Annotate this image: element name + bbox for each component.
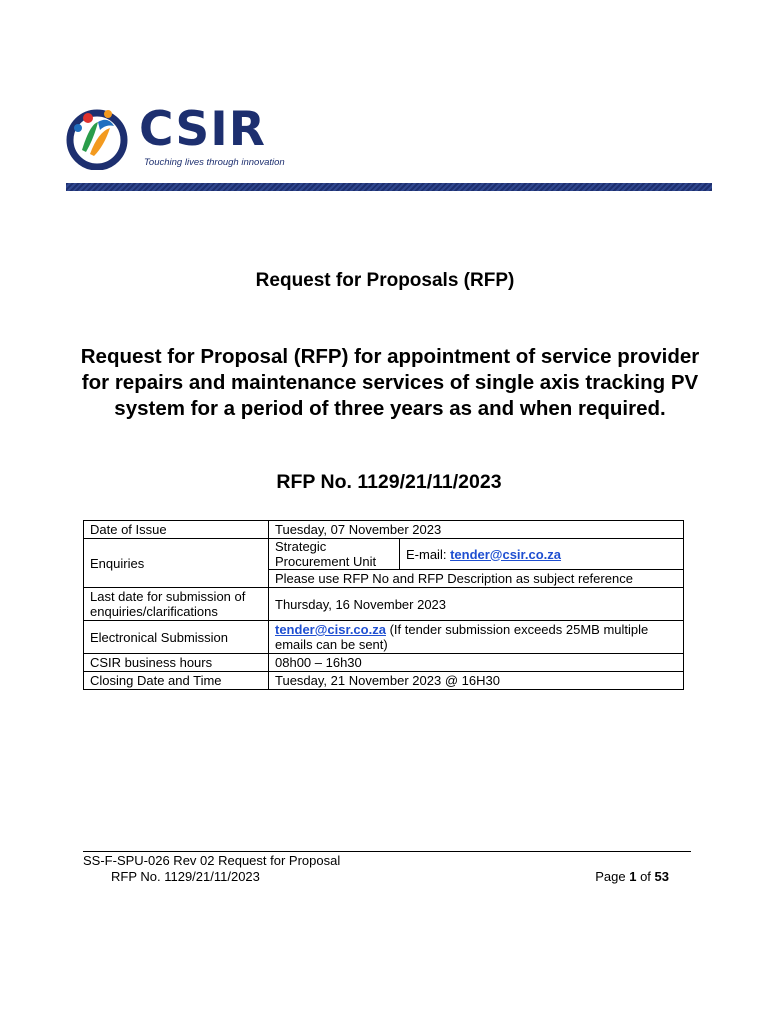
rfp-number: RFP No. 1129/21/11/2023	[276, 471, 502, 493]
submission-email-link[interactable]: tender@cisr.co.za	[275, 622, 386, 637]
table-row	[84, 539, 684, 570]
value-electronic-submission	[269, 621, 684, 654]
header-rule	[66, 183, 712, 191]
footer-rfp-number: RFP No. 1129/21/11/2023	[111, 869, 260, 884]
label-last-date: Last date for submission of enquiries/clarifications	[84, 588, 269, 621]
table-row	[84, 521, 684, 539]
csir-logo	[64, 104, 294, 170]
table-row	[84, 654, 684, 672]
value-business-hours: 08h00 – 16h30	[269, 654, 684, 672]
label-date-of-issue: Date of Issue	[84, 521, 269, 539]
logo-tagline: Touching lives through innovation	[144, 157, 285, 168]
enquiries-note: Please use RFP No and RFP Description as subject reference	[269, 570, 684, 588]
page-of: of	[636, 869, 655, 884]
table-row	[84, 588, 684, 621]
footer-form-code: SS-F-SPU-026 Rev 02 Request for Proposal	[83, 853, 341, 868]
document-title: Request for Proposals (RFP)	[255, 270, 515, 291]
value-date-of-issue: Tuesday, 07 November 2023	[269, 521, 684, 539]
logo-wordmark: CSIR	[139, 102, 266, 157]
csir-emblem-icon	[64, 104, 130, 170]
page-indicator	[595, 869, 669, 884]
label-business-hours: CSIR business hours	[84, 654, 269, 672]
submission-note: (If tender submission exceeds 25MB multiple emails can be sent)	[275, 622, 649, 652]
procurement-unit: Strategic Procurement Unit	[275, 539, 400, 569]
label-electronic-submission: Electronical Submission	[84, 621, 269, 654]
table-row	[84, 672, 684, 690]
table-row	[84, 621, 684, 654]
page-prefix: Page	[595, 869, 630, 884]
document-heading: Request for Proposal (RFP) for appointment of service provider for repairs and maintenance services of single axis tracking PV system for a period of three years as and when required.	[80, 345, 700, 420]
rfp-info-table	[83, 520, 684, 690]
page-current: 1	[629, 869, 637, 884]
label-enquiries: Enquiries	[84, 539, 269, 588]
label-closing-date: Closing Date and Time	[84, 672, 269, 690]
page-total: 53	[654, 869, 669, 884]
value-last-date: Thursday, 16 November 2023	[269, 588, 684, 621]
enquiries-email-link[interactable]: tender@csir.co.za	[450, 546, 562, 562]
enquiries-contact-cell	[269, 539, 684, 570]
enquiries-email-line	[400, 539, 678, 569]
footer-divider	[83, 851, 691, 852]
email-label: E-mail:	[406, 546, 451, 562]
value-closing-date: Tuesday, 21 November 2023 @ 16H30	[269, 672, 684, 690]
